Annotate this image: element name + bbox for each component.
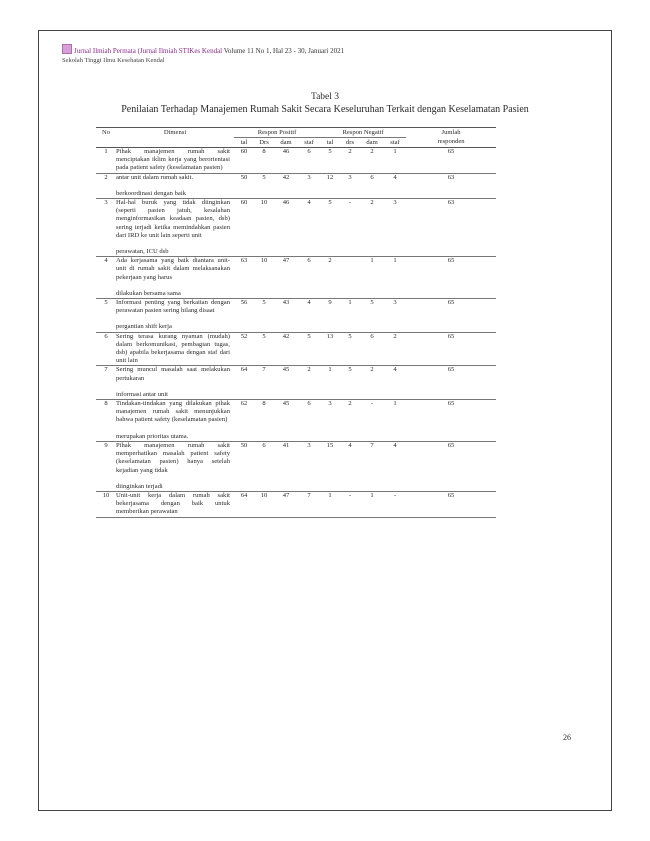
cell-negative: 5	[360, 299, 384, 333]
cell-negative: 2	[360, 199, 384, 257]
cell-positive: 10	[254, 491, 274, 517]
cell-negative: 2	[360, 148, 384, 174]
cell-positive: 42	[274, 332, 298, 366]
cell-negative: 1	[360, 491, 384, 517]
column-pos-sub: dam	[274, 138, 298, 148]
column-no: No	[96, 128, 116, 138]
row-number: 2	[96, 173, 116, 198]
cell-negative: 1	[360, 257, 384, 299]
cell-positive: 5	[254, 332, 274, 366]
cell-positive: 6	[298, 400, 320, 442]
row-dimension-text: Informasi penting yang berkaitan dengan perawatan pasien sering hilang disaat	[116, 299, 230, 315]
cell-positive: 60	[234, 199, 254, 257]
cell-total: 63	[406, 173, 496, 198]
cell-negative: 2	[340, 400, 360, 442]
row-dimension-tail: informasi antar unit	[116, 390, 169, 398]
table-row	[96, 400, 496, 442]
cell-positive: 63	[234, 257, 254, 299]
column-neg-sub: dam	[360, 138, 384, 148]
row-dimension-text: Tindakan-tindakan yang dilakukan pihak manajemen rumah sakit menunjukkan bahwa patient safety (keselamatan pasien)	[116, 400, 230, 424]
cell-positive: 60	[234, 148, 254, 174]
row-dimension-text: Unit-unit kerja dalam rumah sakit bekerjasama dengan baik untuk memberikan perawatan	[116, 491, 230, 516]
row-dimension-tail: pergantian shift kerja	[116, 323, 172, 331]
cell-negative: 3	[384, 199, 406, 257]
cell-negative: 4	[384, 441, 406, 491]
cell-negative: 2	[340, 148, 360, 174]
cell-positive: 8	[254, 400, 274, 442]
column-pos-sub: tal	[234, 138, 254, 148]
cell-total: 63	[406, 199, 496, 257]
cell-negative: 4	[340, 441, 360, 491]
cell-total: 65	[406, 366, 496, 400]
row-dimension	[116, 257, 234, 299]
column-pos-sub: Drs	[254, 138, 274, 148]
column-dimension: Dimensi	[116, 128, 234, 138]
table-row	[96, 148, 496, 174]
cell-negative: -	[384, 491, 406, 517]
row-number: 10	[96, 491, 116, 517]
cell-positive: 6	[298, 148, 320, 174]
column-positive-group: Respon Positif	[234, 128, 320, 138]
row-dimension	[116, 173, 234, 198]
cell-positive: 5	[254, 173, 274, 198]
cell-total: 65	[406, 400, 496, 442]
cell-positive: 2	[298, 366, 320, 400]
cell-negative: 6	[360, 173, 384, 198]
table-row	[96, 173, 496, 198]
cell-positive: 7	[298, 491, 320, 517]
row-dimension	[116, 441, 234, 491]
row-dimension-tail: berkoordinasi dengan baik	[116, 189, 186, 197]
cell-negative: 1	[320, 366, 340, 400]
cell-positive: 10	[254, 199, 274, 257]
cell-positive: 3	[298, 173, 320, 198]
row-dimension	[116, 332, 234, 366]
cell-positive: 41	[274, 441, 298, 491]
cell-positive: 5	[298, 332, 320, 366]
table-row	[96, 199, 496, 257]
row-dimension-text: Pihak manajemen rumah sakit menciptakan iklim kerja yang berorientasi pada patient safety (keselamatan pasien)	[116, 148, 230, 172]
data-table	[96, 127, 496, 518]
cell-negative: -	[360, 400, 384, 442]
cell-negative: 5	[340, 366, 360, 400]
journal-header	[62, 44, 462, 66]
cell-negative: 3	[384, 299, 406, 333]
cell-positive: 46	[274, 148, 298, 174]
table-row	[96, 491, 496, 517]
row-dimension	[116, 148, 234, 174]
cell-negative: 7	[360, 441, 384, 491]
cell-positive: 46	[274, 199, 298, 257]
row-dimension-tail: merupakan prioritas utama.	[116, 432, 189, 440]
row-dimension	[116, 400, 234, 442]
row-number: 8	[96, 400, 116, 442]
row-dimension-text: Pihak manajemen rumah sakit memperhatikan masalah patient safety (keselamatan pasien) hanya setelah kejadian yang tidak	[116, 441, 230, 474]
row-number: 6	[96, 332, 116, 366]
cell-positive: 64	[234, 491, 254, 517]
cell-positive: 62	[234, 400, 254, 442]
row-dimension-tail: perawatan, ICU dsb	[116, 248, 169, 256]
table-row	[96, 366, 496, 400]
cell-negative: -	[340, 491, 360, 517]
column-negative-group: Respon Negatif	[320, 128, 406, 138]
row-number: 5	[96, 299, 116, 333]
cell-negative: 1	[384, 257, 406, 299]
cell-total: 65	[406, 299, 496, 333]
cell-positive: 47	[274, 491, 298, 517]
row-dimension-tail: dilakukan bersama sama	[116, 289, 181, 297]
cell-negative: 5	[320, 199, 340, 257]
cell-total: 65	[406, 257, 496, 299]
cell-negative: 9	[320, 299, 340, 333]
column-respondents-line2: responden	[406, 138, 496, 148]
row-dimension-text: Sering muncul masalah saat melakukan pertukaran	[116, 366, 230, 382]
cell-negative: 12	[320, 173, 340, 198]
cell-negative: 15	[320, 441, 340, 491]
cell-positive: 45	[274, 366, 298, 400]
column-neg-sub: staf	[384, 138, 406, 148]
cell-negative: 5	[340, 332, 360, 366]
cell-positive: 7	[254, 366, 274, 400]
row-dimension	[116, 199, 234, 257]
column-respondents	[406, 128, 496, 138]
cell-positive: 3	[298, 441, 320, 491]
row-dimension	[116, 491, 234, 517]
cell-positive: 4	[298, 199, 320, 257]
cell-total: 65	[406, 148, 496, 174]
cell-total: 65	[406, 491, 496, 517]
column-neg-sub: tal	[320, 138, 340, 148]
cell-positive: 52	[234, 332, 254, 366]
cell-negative: 1	[384, 148, 406, 174]
journal-info: Volume 11 No 1, Hal 23 - 30, Januari 2021	[222, 47, 345, 55]
cell-negative: 2	[320, 257, 340, 299]
row-dimension-text: antar unit dalam rumah sakit.	[116, 173, 194, 181]
page-number: 26	[563, 733, 571, 742]
table-number: Tabel 3	[310, 92, 340, 102]
row-dimension	[116, 299, 234, 333]
row-number: 3	[96, 199, 116, 257]
cell-positive: 5	[254, 299, 274, 333]
cell-negative: 2	[360, 366, 384, 400]
cell-negative: 1	[320, 491, 340, 517]
cell-negative: 2	[384, 332, 406, 366]
row-dimension-text: Hal-hal buruk yang tidak diinginkan (seperti pasien jatuh, kesalahan menginformasikan keadaan pasien, dsb) sering terjadi ketika memindahkan pasien dari IRD ke unit lain seperti unit	[116, 199, 230, 239]
cell-negative: 4	[384, 173, 406, 198]
row-dimension-text: Sering terasa kurang nyaman (mudah) dalam berkomunikasi, pembagian tugas, dsb) apabila bekerjasama dengan staf dari unit lain	[116, 332, 230, 365]
row-number: 1	[96, 148, 116, 174]
row-number: 4	[96, 257, 116, 299]
row-number: 9	[96, 441, 116, 491]
column-pos-sub: staf	[298, 138, 320, 148]
journal-name: Jurnal Ilmiah Permata (Jurnal Ilmiah STIKes Kendal	[74, 47, 223, 55]
table-row	[96, 441, 496, 491]
cell-negative: 3	[340, 173, 360, 198]
row-dimension-tail: diinginkan terjadi	[116, 482, 163, 490]
cell-positive: 42	[274, 173, 298, 198]
cell-positive: 6	[254, 441, 274, 491]
cell-positive: 56	[234, 299, 254, 333]
cell-positive: 43	[274, 299, 298, 333]
institution-name: Sekolah Tinggi Ilmu Kesehatan Kendal	[62, 57, 165, 64]
table-row	[96, 299, 496, 333]
cell-positive: 64	[234, 366, 254, 400]
cell-positive: 4	[298, 299, 320, 333]
cell-negative: 1	[384, 400, 406, 442]
cell-negative: 13	[320, 332, 340, 366]
cell-total: 65	[406, 441, 496, 491]
cell-positive: 50	[234, 441, 254, 491]
cell-positive: 10	[254, 257, 274, 299]
cell-positive: 6	[298, 257, 320, 299]
column-respondents-line1: Jumlah	[441, 128, 461, 136]
cell-negative: 6	[360, 332, 384, 366]
cell-negative: 5	[320, 148, 340, 174]
cell-negative: 4	[384, 366, 406, 400]
row-dimension-text: Ada kerjasama yang baik diantara unit-unit di rumah sakit dalam melaksanakan pekerjaan yang harus	[116, 257, 230, 281]
column-neg-sub: drs	[340, 138, 360, 148]
journal-logo-icon	[62, 44, 72, 54]
row-number: 7	[96, 366, 116, 400]
table-row	[96, 332, 496, 366]
cell-negative: -	[340, 199, 360, 257]
cell-negative: 3	[320, 400, 340, 442]
cell-negative: 1	[340, 299, 360, 333]
cell-positive: 8	[254, 148, 274, 174]
table-title: Penilaian Terhadap Manajemen Rumah Sakit Secara Keseluruhan Terkait dengan Keselamatan Pasien	[121, 104, 529, 115]
cell-negative	[340, 257, 360, 299]
cell-total: 65	[406, 332, 496, 366]
cell-positive: 47	[274, 257, 298, 299]
cell-positive: 50	[234, 173, 254, 198]
table-row	[96, 257, 496, 299]
row-dimension	[116, 366, 234, 400]
cell-positive: 45	[274, 400, 298, 442]
